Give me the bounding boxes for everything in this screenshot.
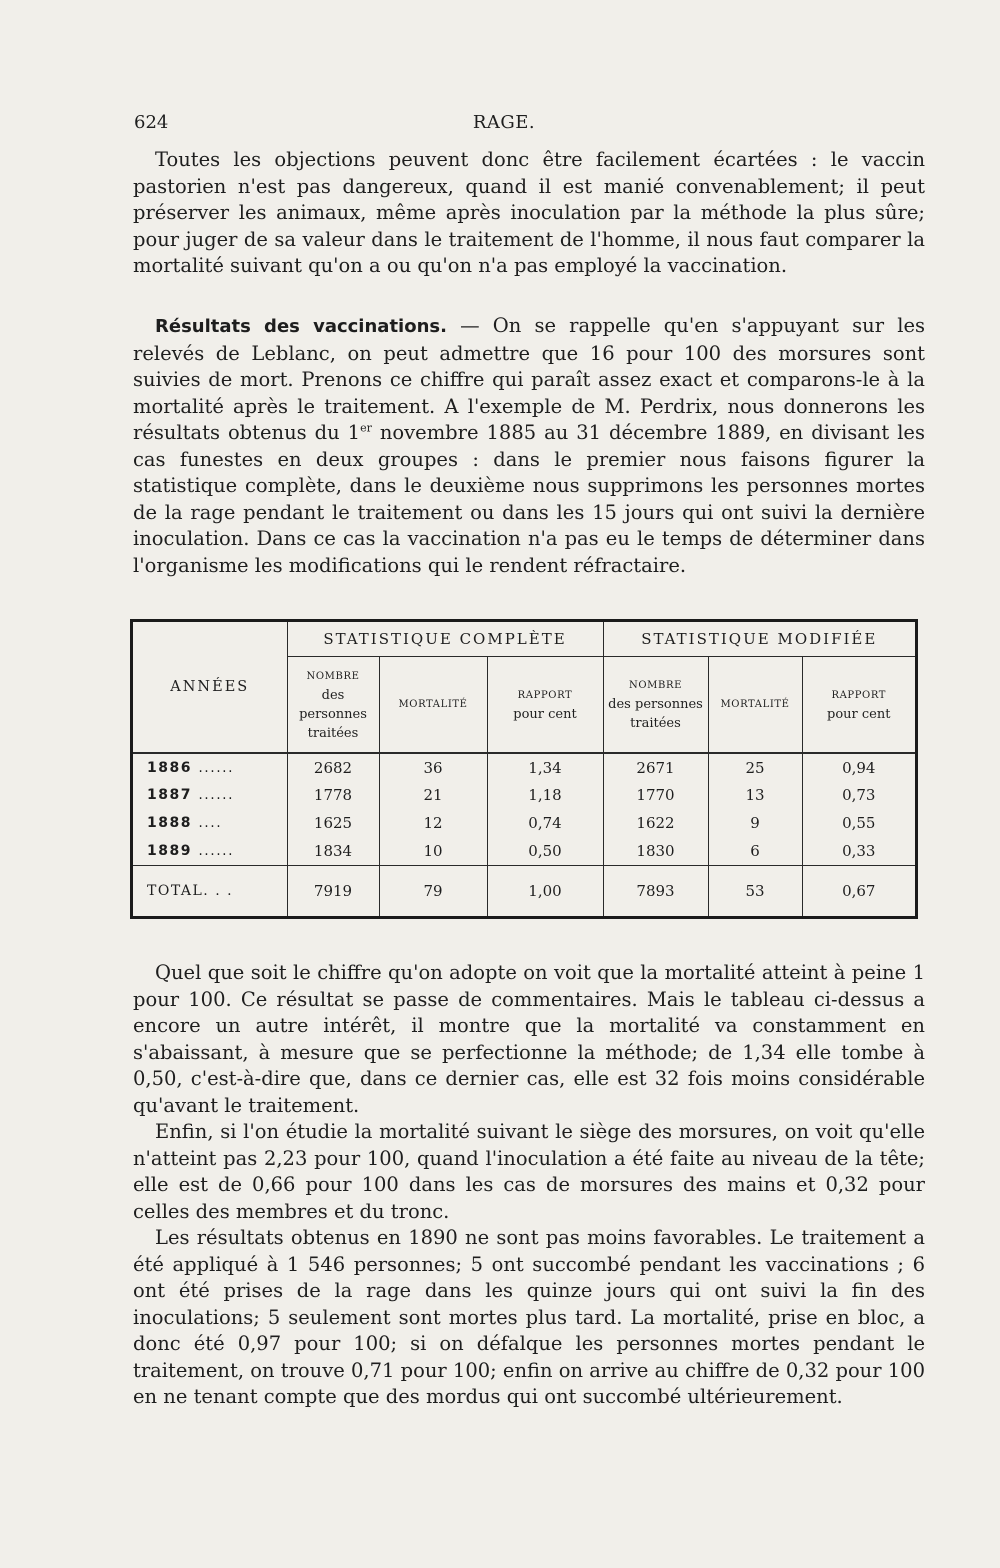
intro-section bbox=[133, 147, 925, 280]
header-rapport: RAPPORT pour cent bbox=[802, 657, 915, 753]
cell: 6 bbox=[708, 837, 802, 865]
year-cell: 1887 ...... bbox=[147, 787, 235, 804]
cell: 25 bbox=[708, 753, 802, 782]
header-mortalite: MORTALITÉ bbox=[379, 657, 487, 753]
cell: 79 bbox=[379, 865, 487, 916]
table-row bbox=[133, 809, 915, 837]
header-rapport: RAPPORT pour cent bbox=[487, 657, 603, 753]
table-total-row bbox=[133, 865, 915, 916]
cell: 21 bbox=[379, 782, 487, 810]
cell: 7893 bbox=[603, 865, 708, 916]
cell: 7919 bbox=[287, 865, 379, 916]
discussion-section bbox=[133, 960, 925, 1411]
cell: 1,18 bbox=[487, 782, 603, 810]
cell: 36 bbox=[379, 753, 487, 782]
cell: 1830 bbox=[603, 837, 708, 865]
cell: 13 bbox=[708, 782, 802, 810]
cell: 1625 bbox=[287, 809, 379, 837]
header-statistique-complete: STATISTIQUE COMPLÈTE bbox=[287, 622, 603, 657]
paragraph: Les résultats obtenus en 1890 ne sont pas moins favorables. Le traitement a été appliqué à 1 546 personnes; 5 ont succombé pendant les vaccinations ; 6 ont été prises de la rage dans les quinze jours qui ont suivi la fin des inoculations; 5 seulement sont mortes plus tard. La mortalité, prise en bloc, a donc été 0,97 pour 100; si on défalque les personnes mortes pendant le traitement, on trouve 0,71 pour 100; enfin on arrive au chiffre de 0,32 pour 100 en ne tenant compte que des mordus qui ont succombé ultérieurement. bbox=[133, 1226, 925, 1408]
cell: 0,73 bbox=[802, 782, 915, 810]
cell: 0,33 bbox=[802, 837, 915, 865]
results-section bbox=[133, 313, 925, 579]
year-cell: 1889 ...... bbox=[147, 842, 235, 859]
running-title: RAGE. bbox=[472, 112, 536, 133]
cell: 53 bbox=[708, 865, 802, 916]
cell: 0,74 bbox=[487, 809, 603, 837]
superscript: er bbox=[360, 421, 372, 435]
cell: 9 bbox=[708, 809, 802, 837]
cell: 0,50 bbox=[487, 837, 603, 865]
cell: 0,67 bbox=[802, 865, 915, 916]
cell: 1770 bbox=[603, 782, 708, 810]
cell: 1,00 bbox=[487, 865, 603, 916]
header-mortalite: MORTALITÉ bbox=[708, 657, 802, 753]
cell: 2682 bbox=[287, 753, 379, 782]
cell: 2671 bbox=[603, 753, 708, 782]
paragraph: Toutes les objections peuvent donc être facilement écartées : le vaccin pastorien n'est pas dangereux, quand il est manié convenablement; il peut préserver les animaux, même après inoculation par la méthode la plus sûre; pour juger de sa valeur dans le traitement de l'homme, il nous faut comparer la mortalité suivant qu'on a ou qu'on n'a pas employé la vaccination. bbox=[133, 148, 925, 277]
section-heading: Résultats des vaccinations. bbox=[155, 316, 447, 337]
cell: 10 bbox=[379, 837, 487, 865]
page-number: 624 bbox=[134, 112, 169, 133]
paragraph-text: novembre 1885 au 31 décembre 1889, en divisant les cas funestes en deux groupes : dans le premier nous faisons figurer la statistique complète, dans le deuxième nous supprimons les personnes mortes de la rage pendant le traitement ou dans les 15 jours qui ont suivi la dernière inoculation. Dans ce cas la vaccination n'a pas eu le temps de déterminer dans l'organisme les modifications qui le rendent réfractaire. bbox=[133, 421, 925, 577]
paragraph: Enfin, si l'on étudie la mortalité suivant le siège des morsures, on voit qu'elle n'atteint pas 2,23 pour 100, quand l'inoculation a été faite au niveau de la tête; elle est de 0,66 pour 100 dans les cas de morsures des mains et 0,32 pour celles des membres et du tronc. bbox=[133, 1120, 925, 1223]
running-head bbox=[134, 112, 874, 138]
statistics-table bbox=[130, 619, 918, 919]
total-label: TOTAL. . . bbox=[133, 865, 287, 916]
year-cell: 1888 .... bbox=[147, 815, 223, 832]
cell: 1622 bbox=[603, 809, 708, 837]
table-row bbox=[133, 782, 915, 810]
header-nombre: NOMBRE des personnes traitées bbox=[287, 657, 379, 753]
cell: 1,34 bbox=[487, 753, 603, 782]
cell: 1778 bbox=[287, 782, 379, 810]
header-statistique-modifiee: STATISTIQUE MODIFIÉE bbox=[603, 622, 915, 657]
cell: 1834 bbox=[287, 837, 379, 865]
table-row bbox=[133, 753, 915, 782]
paragraph: Quel que soit le chiffre qu'on adopte on voit que la mortalité atteint à peine 1 pour 100. Ce résultat se passe de commentaires. Mais le tableau ci-dessus a encore un autre intérêt, il montre que la mortalité va constamment en s'abaissant, à mesure que se perfectionne la méthode; de 1,34 elle tombe à 0,50, c'est-à-dire que, dans ce dernier cas, elle est 32 fois moins considérable qu'avant le traitement. bbox=[133, 961, 925, 1117]
cell: 0,55 bbox=[802, 809, 915, 837]
cell: 0,94 bbox=[802, 753, 915, 782]
header-nombre: NOMBRE des personnes traitées bbox=[603, 657, 708, 753]
year-cell: 1886 ...... bbox=[147, 759, 235, 776]
paragraph-text: — On se rappelle qu'en s'appuyant sur les relevés de Leblanc, on peut admettre que 16 pour 100 des morsures sont suivies de mort. Prenons ce chiffre qui paraît assez exact et comparons-le à la mortalité après le traitement. A l'exemple de M. Perdrix, nous donnerons les résultats obtenus du 1 bbox=[133, 314, 925, 444]
cell: 12 bbox=[379, 809, 487, 837]
header-annees: ANNÉES bbox=[133, 622, 287, 753]
table-row bbox=[133, 837, 915, 865]
